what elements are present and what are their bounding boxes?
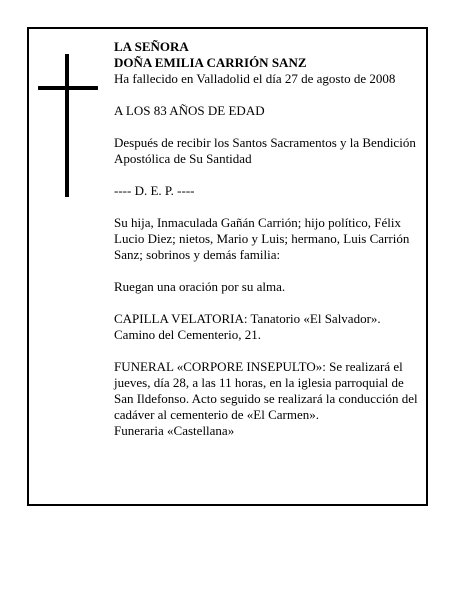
cross-horizontal-bar [38, 86, 98, 90]
family-list: Su hija, Inmaculada Gañán Carrión; hijo político, Félix Lucio Diez; nietos, Mario y Luis; hermano, Luis Carrión Sanz; sobrinos y demás familia: [114, 215, 410, 262]
header-block [114, 39, 424, 87]
funeral-block [114, 359, 424, 439]
prayer-request: Ruegan una oración por su alma. [114, 279, 286, 294]
deceased-name: DOÑA EMILIA CARRIÓN SANZ [114, 55, 307, 70]
latin-cross-icon [38, 54, 98, 197]
sacraments-statement: Después de recibir los Santos Sacramentos y la Bendición Apostólica de Su Santidad [114, 135, 416, 166]
age-statement: A LOS 83 AÑOS DE EDAD [114, 103, 265, 118]
cross-vertical-bar [65, 54, 69, 197]
rip-line: ---- D. E. P. ---- [114, 183, 195, 198]
funeral-home: Funeraria «Castellana» [114, 423, 235, 438]
funeral-info: FUNERAL «CORPORE INSEPULTO»: Se realizará el jueves, día 28, a las 11 horas, en la iglesia parroquial de San Ildefonso. Acto seguido se realizará la conducción del cadáver al cementerio de «El Carmen». [114, 359, 418, 422]
death-statement: Ha fallecido en Valladolid el día 27 de agosto de 2008 [114, 71, 396, 86]
title-line: LA SEÑORA [114, 39, 189, 54]
obituary-text [114, 39, 424, 439]
chapel-info: CAPILLA VELATORIA: Tanatorio «El Salvador». Camino del Cementerio, 21. [114, 311, 381, 342]
